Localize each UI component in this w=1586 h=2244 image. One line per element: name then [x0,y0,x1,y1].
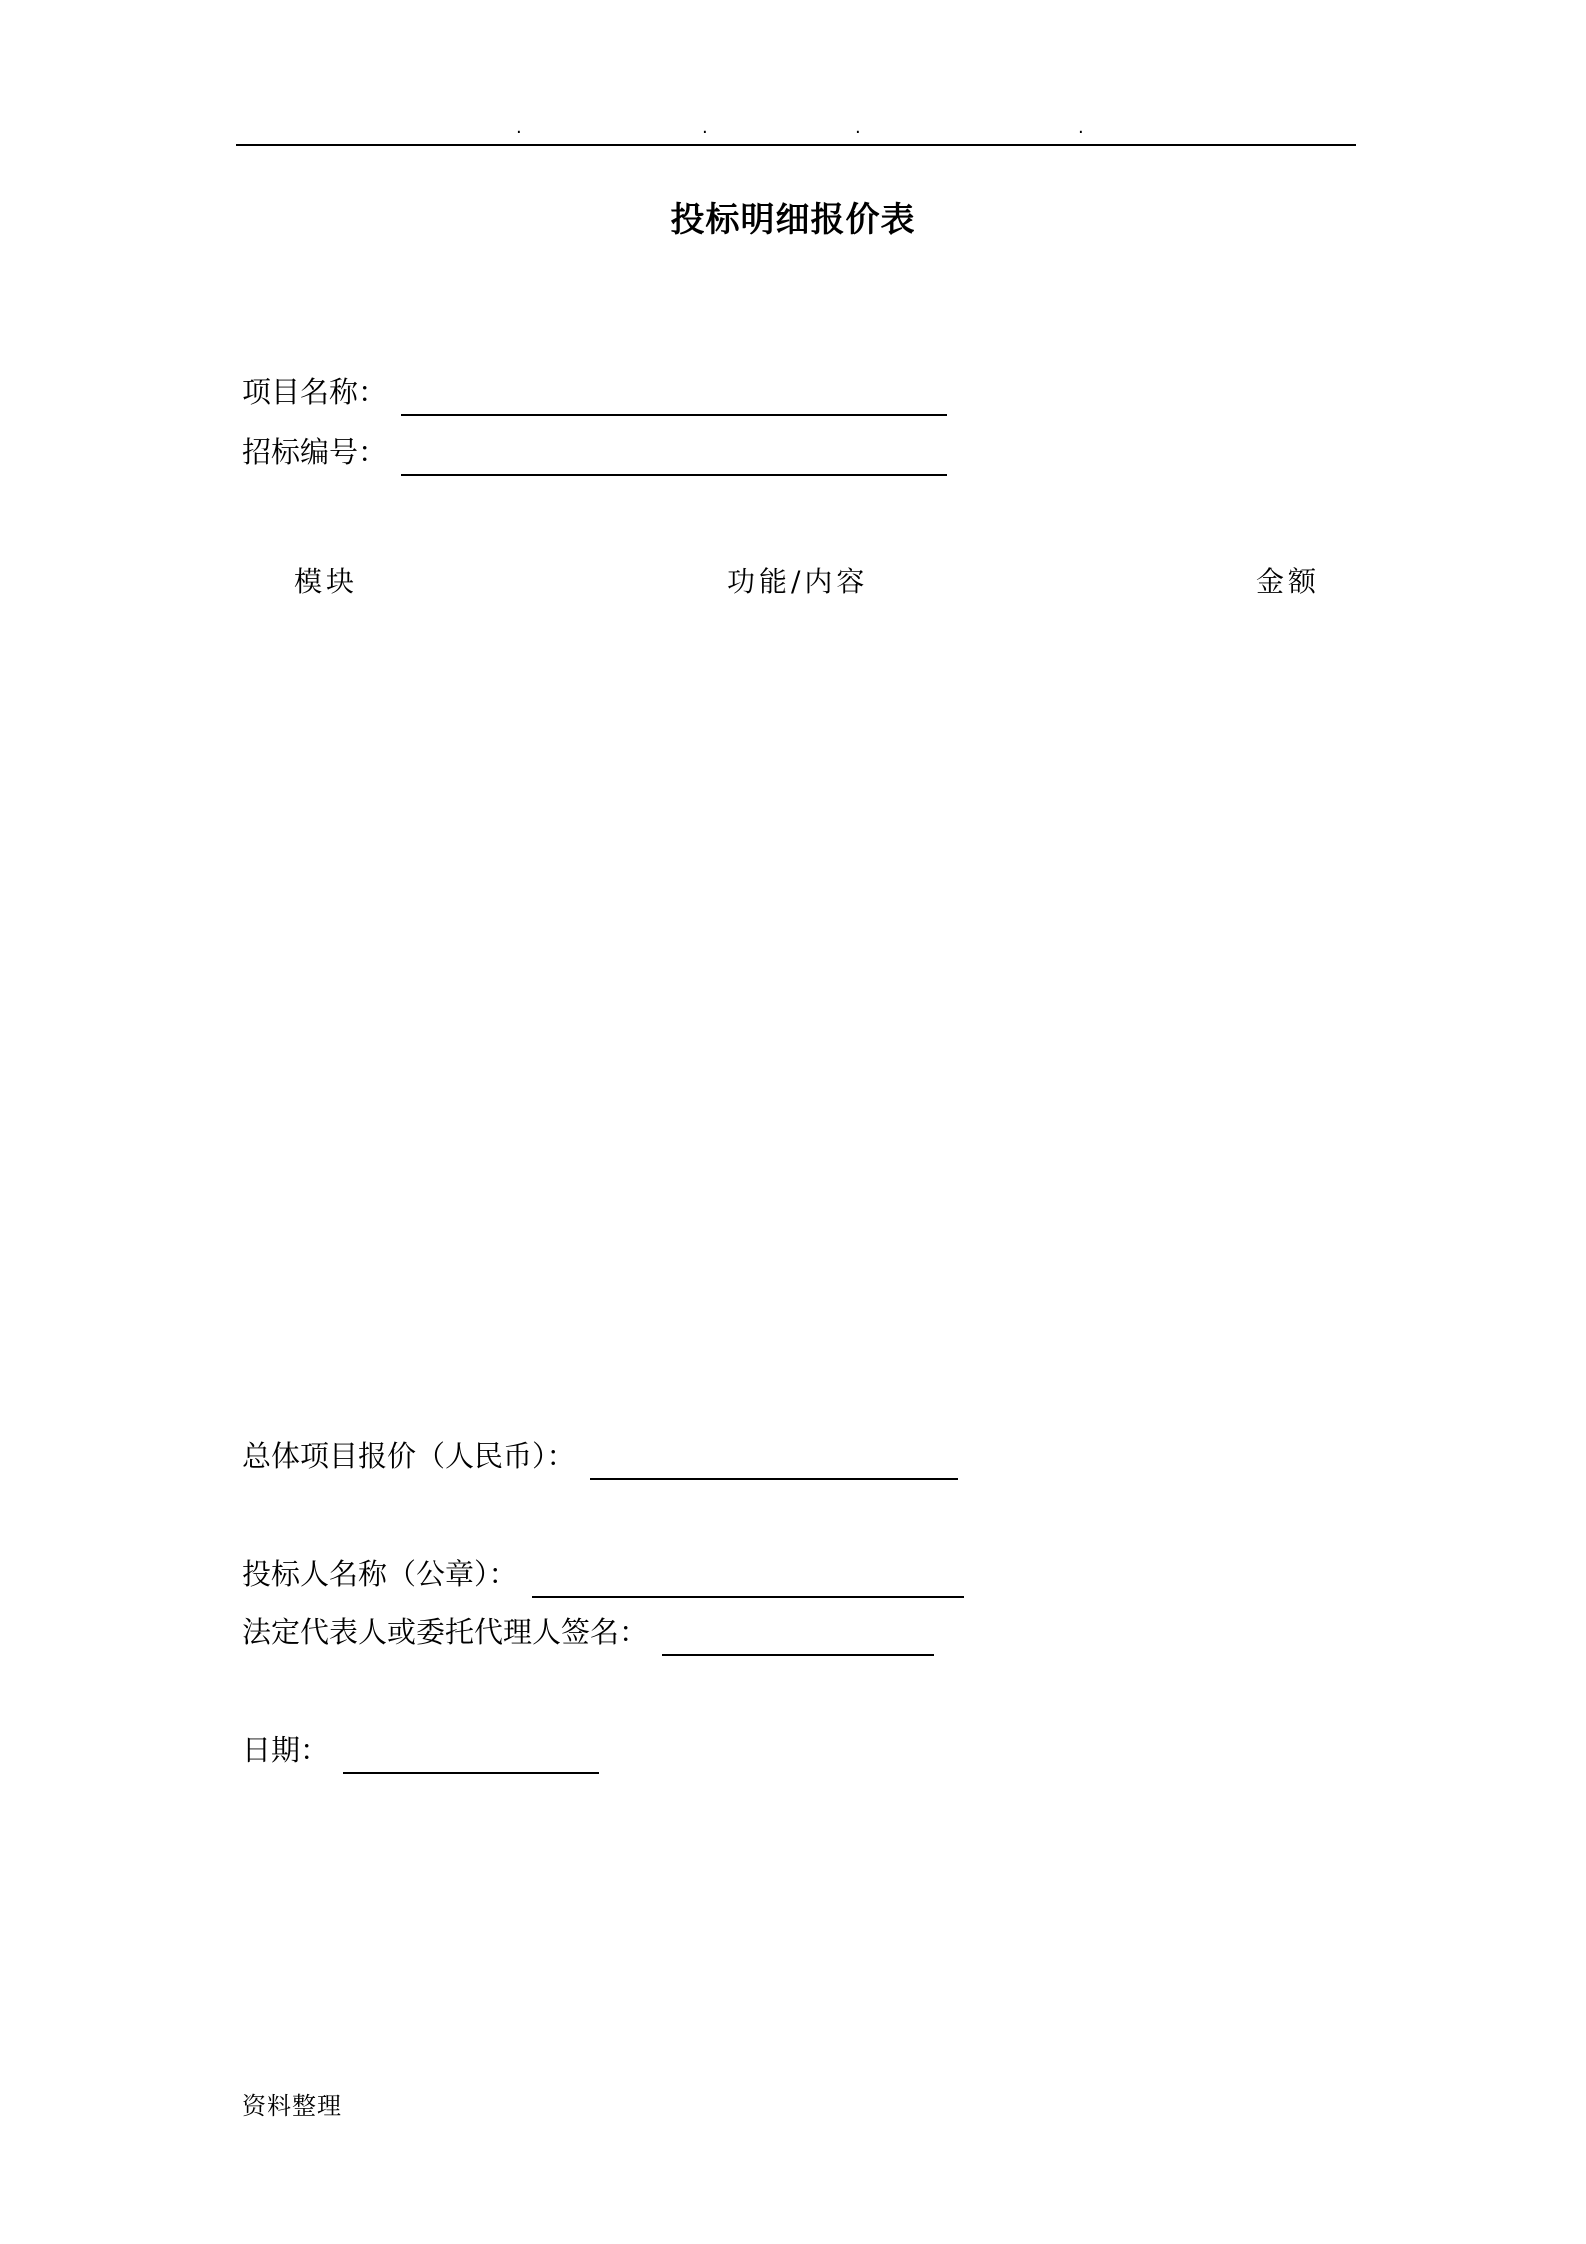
tender-number-label: 招标编号： [242,435,388,469]
bidder-name-input[interactable] [532,1560,964,1598]
footer-note: 资料整理 [242,2092,342,2120]
bidder-name-field [242,1554,964,1594]
total-price-input[interactable] [590,1442,958,1480]
project-name-input[interactable] [401,378,947,416]
total-price-label: 总体项目报价（人民币）： [242,1439,576,1473]
column-header-amount: 金额 [1256,565,1321,598]
project-name-label: 项目名称： [242,375,388,409]
header-dot: . [855,117,861,138]
header-dot: . [702,117,708,138]
signature-input[interactable] [662,1618,934,1656]
header-rule [236,144,1356,146]
header-dot: . [1078,117,1084,138]
project-name-field [242,372,947,412]
signature-label: 法定代表人或委托代理人签名： [242,1615,649,1649]
tender-number-input[interactable] [401,438,947,476]
page-title: 投标明细报价表 [670,200,916,240]
signature-field [242,1612,934,1652]
column-header-content: 功能/内容 [727,565,869,598]
bidder-name-label: 投标人名称（公章）： [242,1557,518,1591]
date-label: 日期： [242,1733,330,1767]
tender-number-field [242,432,947,472]
date-input[interactable] [343,1736,599,1774]
total-price-field [242,1436,958,1476]
column-header-module: 模块 [294,565,359,598]
header-dot: . [516,117,522,138]
date-field [242,1730,599,1770]
